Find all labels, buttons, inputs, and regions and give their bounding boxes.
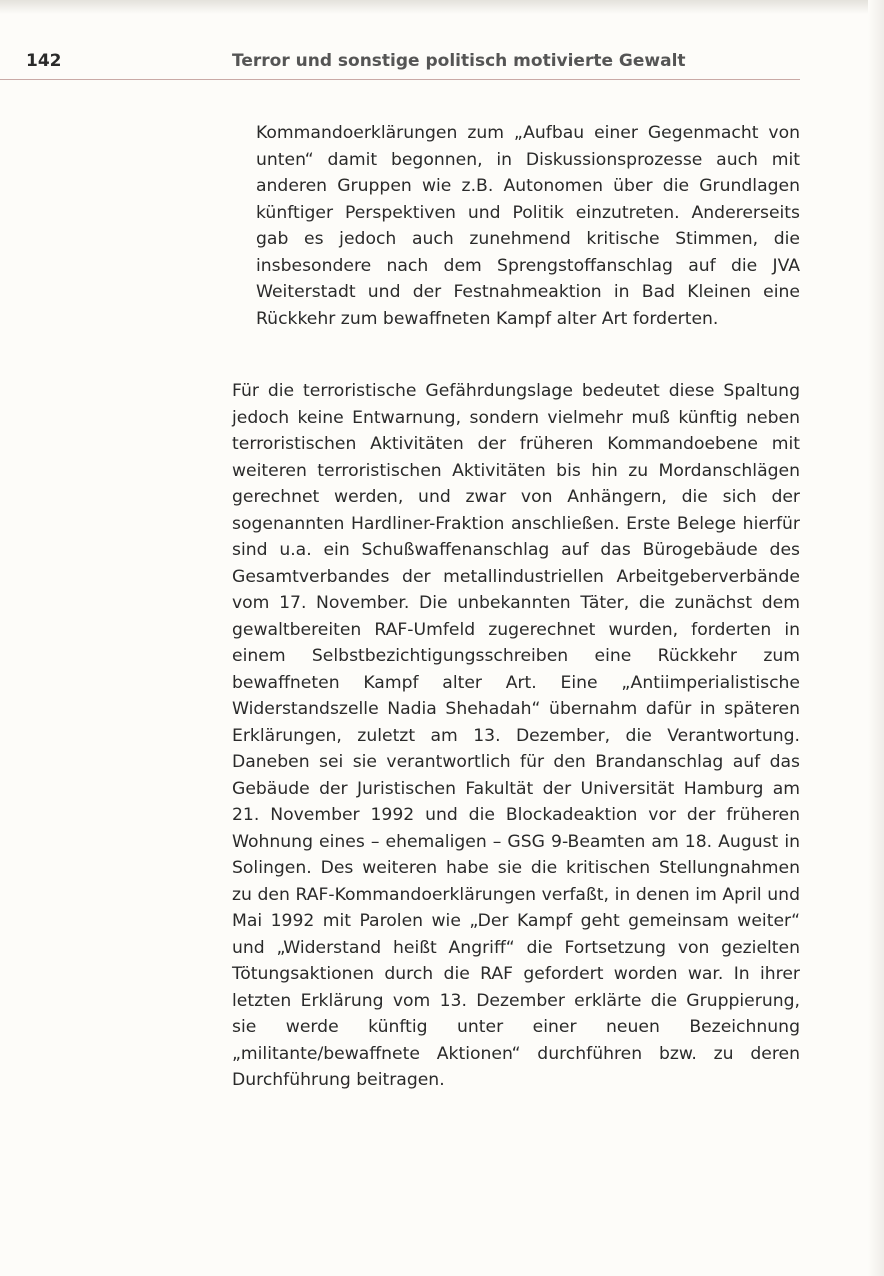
- running-title: Terror und sonstige politisch motivierte Gewalt: [232, 51, 686, 71]
- page-number: 142: [26, 51, 62, 71]
- paragraph-main: Für die terroristische Gefährdungslage bedeutet diese Spaltung jedoch keine Entwarnung, sondern vielmehr muß künftig neben terroristischen Aktivitäten der früheren Kommandoebene mit weiteren terroristischen Aktivitäten bis hin zu Mordanschlägen gerechnet werden, und zwar von Anhängern, die sich der sogenannten Hardliner-Fraktion anschließen. Erste Belege hierfür sind u.a. ein Schußwaffenanschlag auf das Bürogebäude des Gesamtverbandes der metallindustriellen Arbeitgeberverbände vom 17. November. Die unbekannten Täter, die zunächst dem gewaltbereiten RAF-Umfeld zugerechnet wurden, forderten in einem Selbstbezichtigungsschreiben eine Rückkehr zum bewaffneten Kampf alter Art. Eine „Antiimperialistische Widerstandszelle Nadia Shehadah“ übernahm dafür in späteren Erklärungen, zuletzt am 13. Dezember, die Verantwortung. Daneben sei sie verantwortlich für den Brandanschlag auf das Gebäude der Juristischen Fakultät der Universität Hamburg am 21. November 1992 und die Blockadeaktion vor der früheren Wohnung eines – ehemaligen – GSG 9-Beamten am 18. August in Solingen. Des weiteren habe sie die kritischen Stellungnahmen zu den RAF-Kommandoerklärungen verfaßt, in denen im April und Mai 1992 mit Parolen wie „Der Kampf geht gemeinsam weiter“ und „Widerstand heißt Angriff“ die Fortsetzung von gezielten Tötungsaktionen durch die RAF gefordert worden war. In ihrer letzten Erklärung vom 13. Dezember erklärte die Gruppierung, sie werde künftig unter einer neuen Bezeichnung „militante/bewaffnete Aktionen“ durchführen bzw. zu deren Durchführung beitragen.: [232, 381, 800, 1090]
- scan-top-shadow: [0, 0, 884, 14]
- header-rule: [0, 79, 800, 80]
- page-header: [0, 48, 800, 80]
- scan-right-edge: [868, 0, 884, 1276]
- paragraph-continuation: Kommandoerklärungen zum „Aufbau einer Gegenmacht von unten“ damit begonnen, in Diskussionsprozesse auch mit anderen Gruppen wie z.B. Autonomen über die Grundlagen künftiger Perspektiven und Politik einzutreten. Andererseits gab es jedoch auch zunehmend kritische Stimmen, die insbesondere nach dem Sprengstoffanschlag auf die JVA Weiterstadt und der Festnahmeaktion in Bad Kleinen eine Rückkehr zum bewaffneten Kampf alter Art forderten.: [256, 123, 800, 329]
